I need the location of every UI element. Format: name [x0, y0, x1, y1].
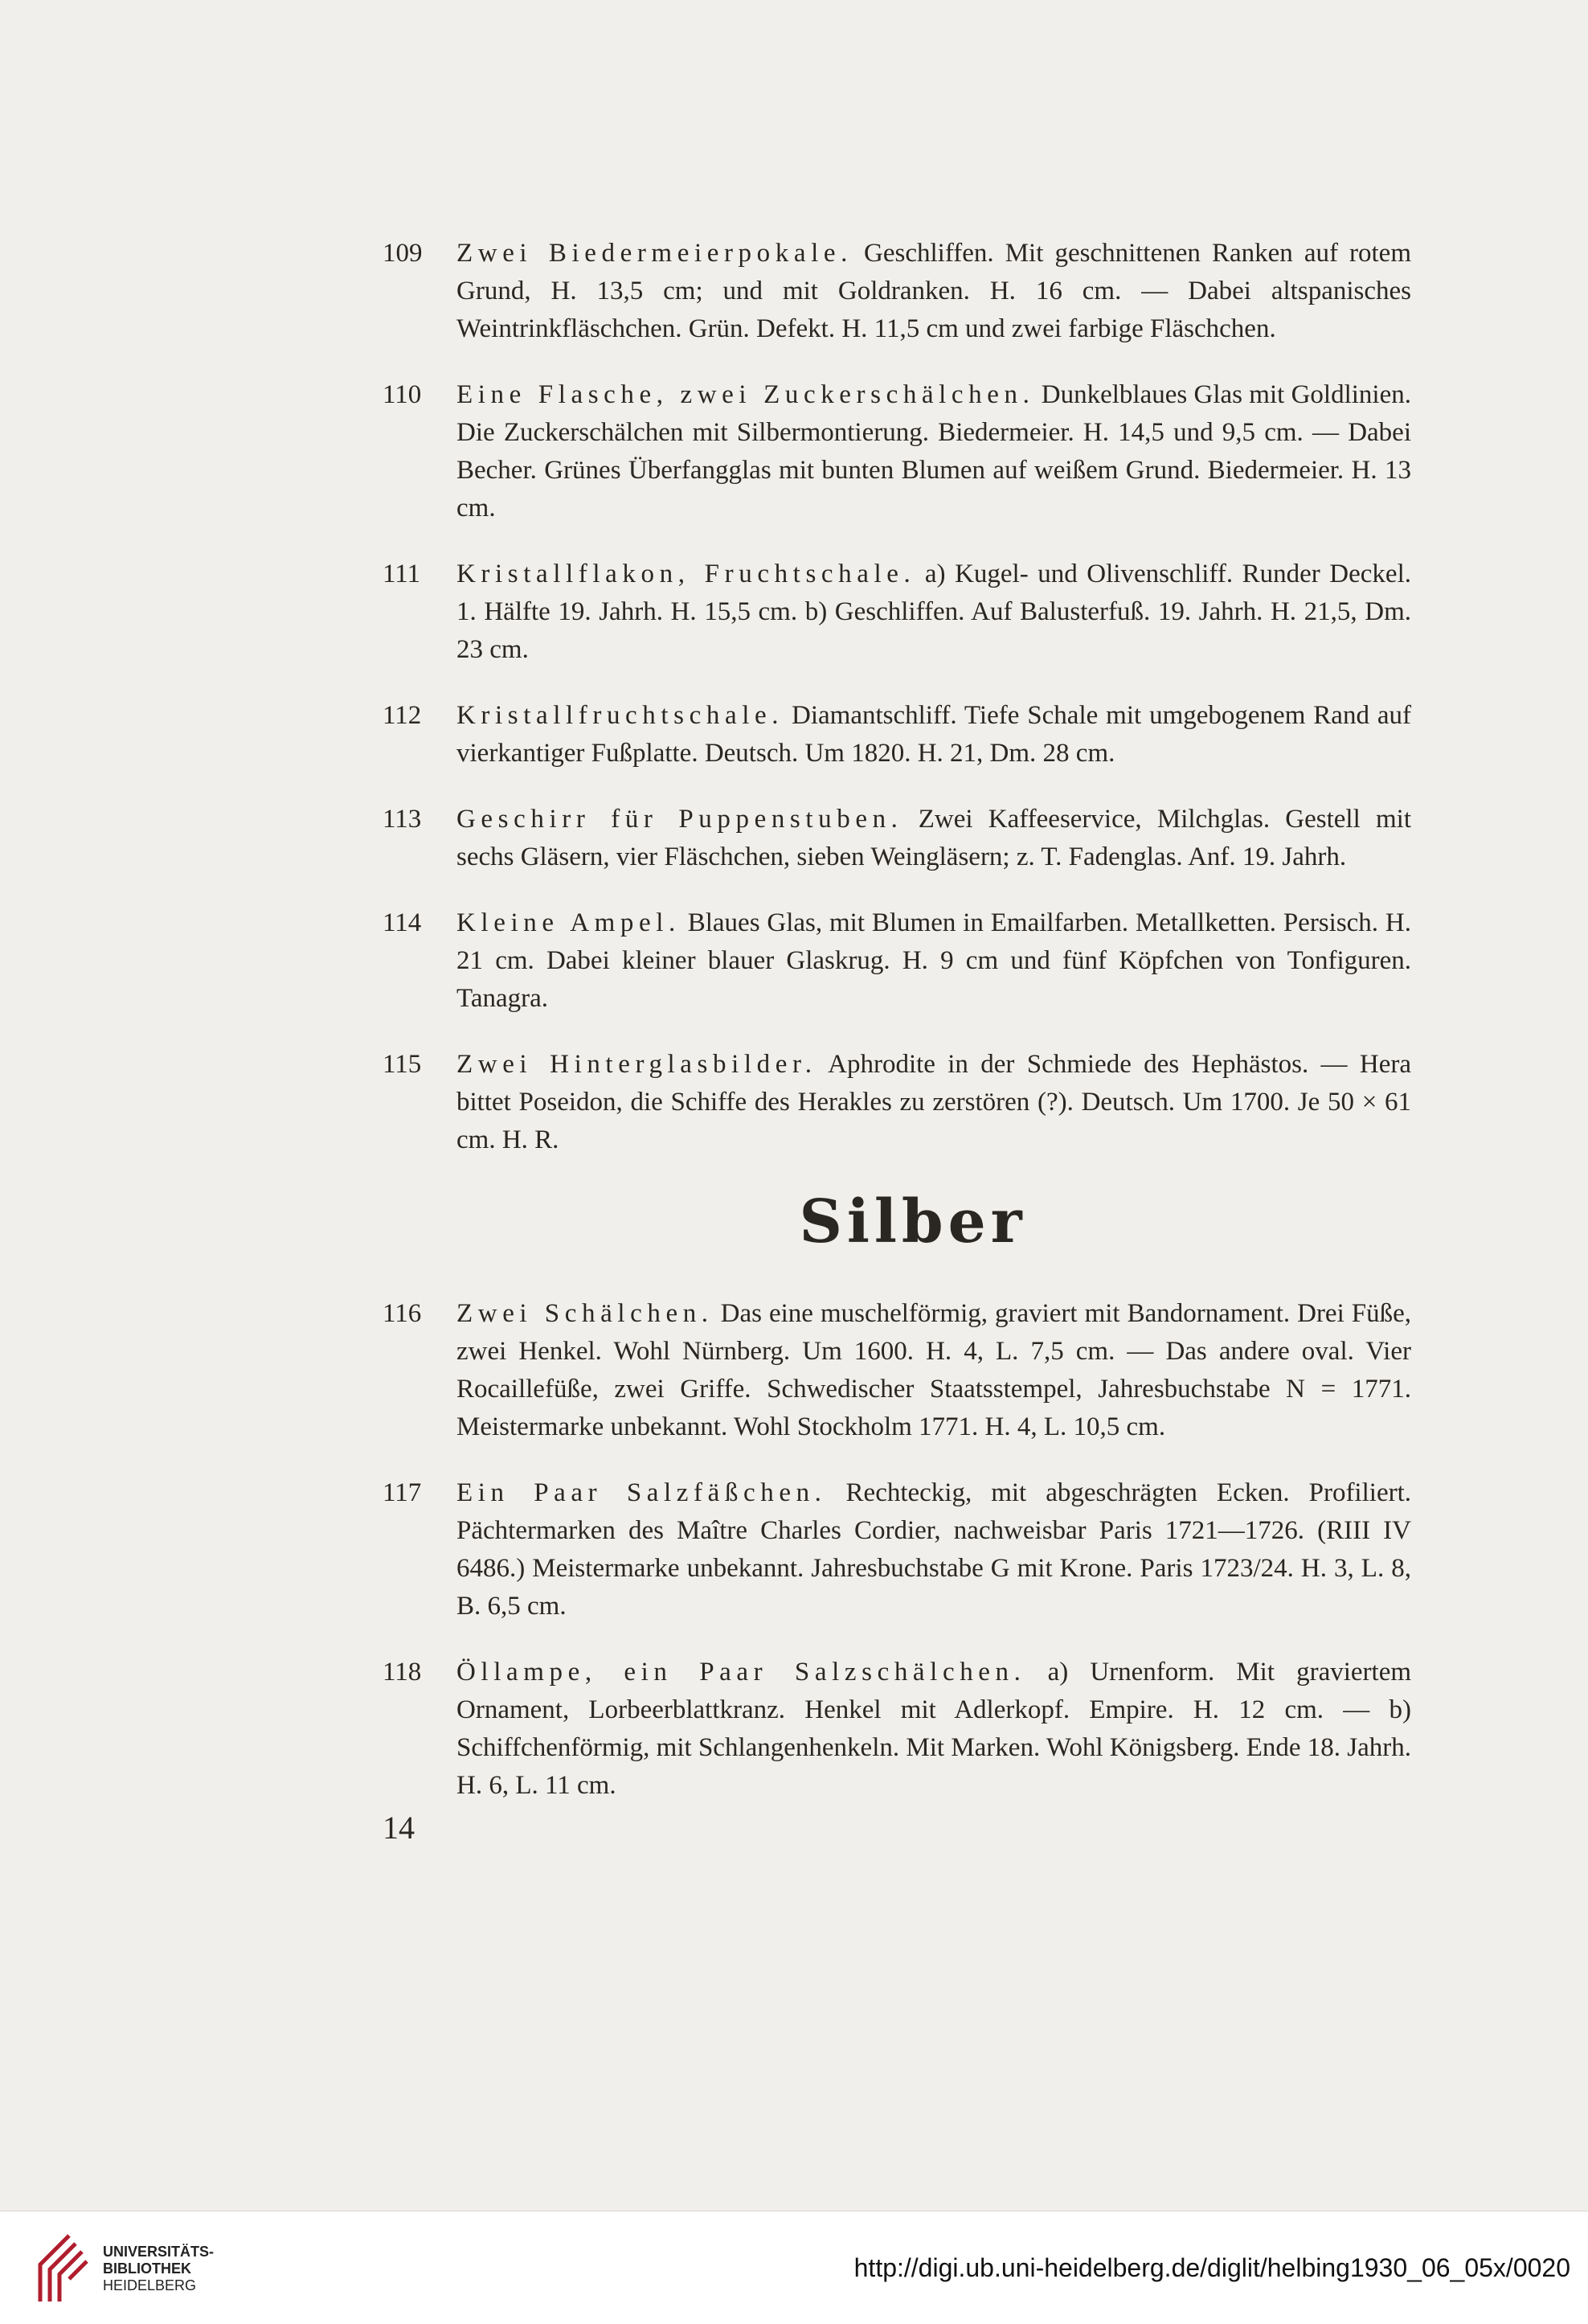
entry-number: 113: [383, 805, 422, 834]
catalog-entry-114: [383, 904, 1411, 1018]
entry-title: Eine Flasche, zwei Zuckerschälchen.: [456, 380, 1035, 409]
catalog-entry-112: [383, 697, 1411, 773]
entry-title: Kristallflakon, Fruchtschale.: [456, 559, 916, 588]
catalog-entry-113: [383, 801, 1411, 876]
entry-description: Das eine muschelförmig, graviert mit Bandornament. Drei Füße, zwei Henkel. Wohl Nürnberg. Um 1600. H. 4, L. 7,5 cm. — Das andere oval. Vier Rocaillefüße, zwei Griffe. Schwedischer Staatsstempel, Jahresbuchstabe N = 1771. Meistermarke unbekannt. Wohl Stockholm 1771. H. 4, L. 10,5 cm.: [456, 1299, 1411, 1441]
entry-number: 116: [383, 1299, 422, 1328]
library-name-line: HEIDELBERG: [103, 2277, 197, 2293]
entry-description: Dunkelblaues Glas mit Goldlinien. Die Zuckerschälchen mit Silbermontierung. Biedermeier. H. 14,5 und 9,5 cm. — Dabei Becher. Grünes Überfangglas mit bunten Blumen auf weißem Grund. Biedermeier. H. 13 cm.: [456, 380, 1411, 523]
entry-description: Blaues Glas, mit Blumen in Emailfarben. Metallketten. Persisch. H. 21 cm. Dabei kleiner blauer Glaskrug. H. 9 cm und fünf Köpfchen von Tonfiguren. Tanagra.: [456, 908, 1411, 1013]
entry-description: Aphrodite in der Schmiede des Hephästos. — Hera bittet Poseidon, die Schiffe des Herakles zu zerstören (?). Deutsch. Um 1700. Je 50 × 61 cm. H. R.: [456, 1050, 1411, 1154]
source-url-link[interactable]: http://digi.ub.uni-heidelberg.de/diglit/helbing1930_06_05x/0020: [853, 2253, 1570, 2282]
entry-number: 112: [383, 701, 422, 730]
entry-title: Kristallfruchtschale.: [456, 701, 784, 730]
library-name-line: UNIVERSITÄTS-: [103, 2244, 215, 2260]
entry-description: Diamantschliff. Tiefe Schale mit umgebogenem Rand auf vierkantiger Fußplatte. Deutsch. Um 1820. H. 21, Dm. 28 cm.: [456, 701, 1412, 768]
entry-number: 111: [383, 559, 421, 588]
catalog-entry-110: [383, 376, 1411, 527]
library-name: [103, 2244, 214, 2294]
viewer-footer: [0, 2211, 1588, 2324]
library-logo-icon: [35, 2229, 92, 2306]
section-heading: Silber: [799, 1187, 1027, 1256]
entry-title: Ein Paar Salzfäßchen.: [456, 1478, 827, 1507]
entry-title: Geschirr für Puppenstuben.: [456, 805, 903, 834]
entry-number: 115: [383, 1050, 422, 1079]
catalog-entry-118: [383, 1654, 1411, 1805]
entry-number: 117: [383, 1478, 422, 1507]
catalog-entry-115: [383, 1046, 1411, 1159]
entry-description: Rechteckig, mit abgeschrägten Ecken. Profiliert. Pächtermarken des Maître Charles Cordier, nachweisbar Paris 1721—1726. (RIII IV 6486.) Meistermarke unbekannt. Jahresbuchstabe G mit Krone. Paris 1723/24. H. 3, L. 8, B. 6,5 cm.: [456, 1478, 1411, 1621]
entry-description: a) Urnenform. Mit graviertem Ornament, Lorbeerblattkranz. Henkel mit Adlerkopf. Empire. H. 12 cm. — b) Schiffchenförmig, mit Schlangenhenkeln. Mit Marken. Wohl Königsberg. Ende 18. Jahrh. H. 6, L. 11 cm.: [456, 1658, 1412, 1800]
library-name-line: BIBLIOTHEK: [103, 2260, 191, 2277]
catalog-entry-111: [383, 555, 1411, 669]
entry-title: Öllampe, ein Paar Salzschälchen.: [456, 1658, 1026, 1687]
entry-number: 109: [383, 239, 423, 268]
entry-title: Zwei Schälchen.: [456, 1299, 714, 1328]
entry-number: 118: [383, 1658, 422, 1687]
catalog-entry-117: [383, 1474, 1411, 1625]
page-number: 14: [383, 1810, 415, 1846]
entry-title: Zwei Hinterglasbilder.: [456, 1050, 817, 1079]
catalog-entries: [383, 235, 1411, 1833]
entry-description: a) Kugel- und Olivenschliff. Runder Deckel. 1. Hälfte 19. Jahrh. H. 15,5 cm. b) Geschliffen. Auf Balusterfuß. 19. Jahrh. H. 21,5, Dm. 23 cm.: [456, 559, 1411, 664]
entry-description: Geschliffen. Mit geschnittenen Ranken auf rotem Grund, H. 13,5 cm; und mit Goldranken. H. 16 cm. — Dabei altspanisches Weintrinkfläschchen. Grün. Defekt. H. 11,5 cm und zwei farbige Fläschchen.: [456, 239, 1411, 343]
entry-number: 110: [383, 380, 422, 409]
entry-title: Kleine Ampel.: [456, 908, 681, 937]
entry-title: Zwei Biedermeierpokale.: [456, 239, 853, 268]
catalog-entry-109: [383, 235, 1411, 348]
entry-number: 114: [383, 908, 422, 937]
entry-description: Zwei Kaffeeservice, Milchglas. Gestell mit sechs Gläsern, vier Fläschchen, sieben Weingläsern; z. T. Fadenglas. Anf. 19. Jahrh.: [456, 805, 1411, 871]
catalog-entry-116: [383, 1295, 1411, 1446]
